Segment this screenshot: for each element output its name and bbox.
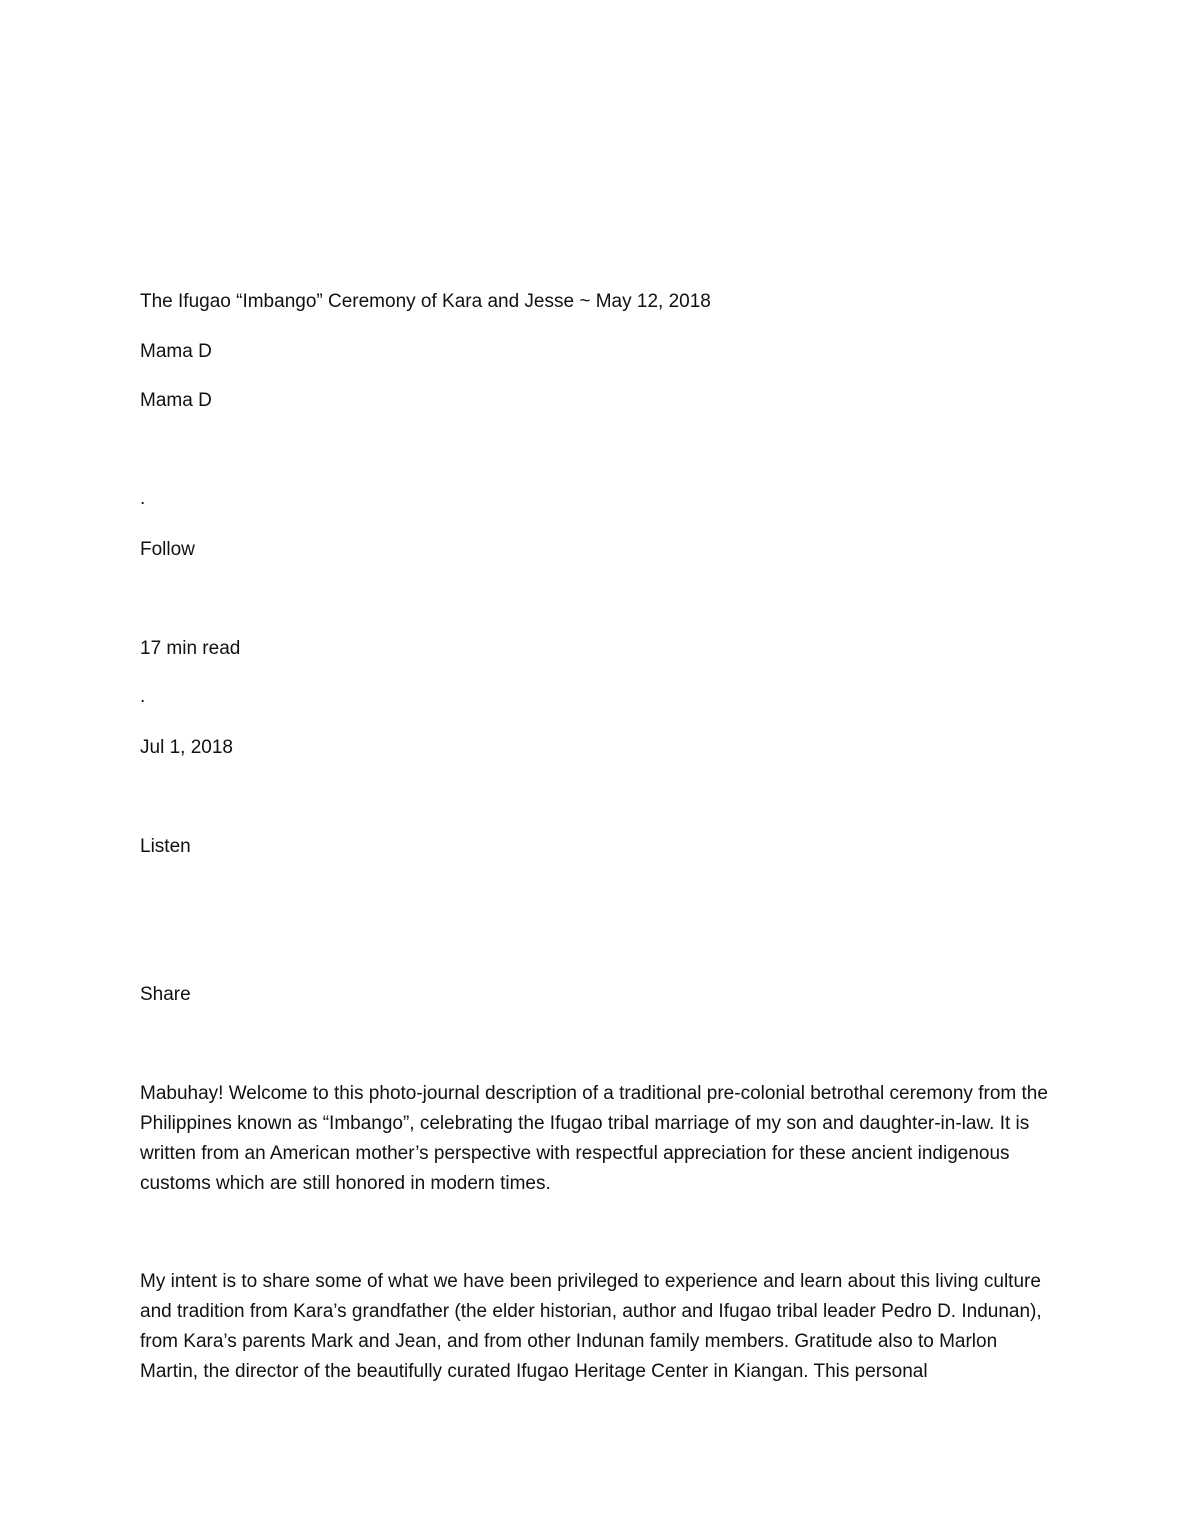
read-time: 17 min read [140, 638, 241, 659]
listen-button[interactable]: Listen [140, 836, 191, 857]
share-button[interactable]: Share [140, 984, 191, 1005]
author-name-link[interactable]: Mama D [140, 390, 212, 411]
separator-dot: . [140, 686, 146, 707]
author-name: Mama D [140, 341, 212, 362]
publish-date: Jul 1, 2018 [140, 737, 233, 758]
body-paragraph: My intent is to share some of what we have been privileged to experience and learn about this living culture and tradition from Kara’s grandfather (the elder historian, author and Ifugao tribal leader Pedro D. Indunan), from Kara’s parents Mark and Jean, and from other Indunan family members. Gratitude also to Marlon Martin, the director of the beautifully curated Ifugao Heritage Center in Kiangan. This personal [140, 1271, 1042, 1382]
separator-dot: . [140, 488, 146, 509]
body-paragraph: Mabuhay! Welcome to this photo-journal description of a traditional pre-colonial betrothal ceremony from the Philippines known as “Imbango”, celebrating the Ifugao tribal marriage of my son and daughter-in-law. It is written from an American mother’s perspective with respectful appreciation for these ancient indigenous customs which are still honored in modern times. [140, 1083, 1048, 1194]
article-title: The Ifugao “Imbango” Ceremony of Kara and Jesse ~ May 12, 2018 [140, 291, 711, 312]
follow-button[interactable]: Follow [140, 539, 195, 560]
